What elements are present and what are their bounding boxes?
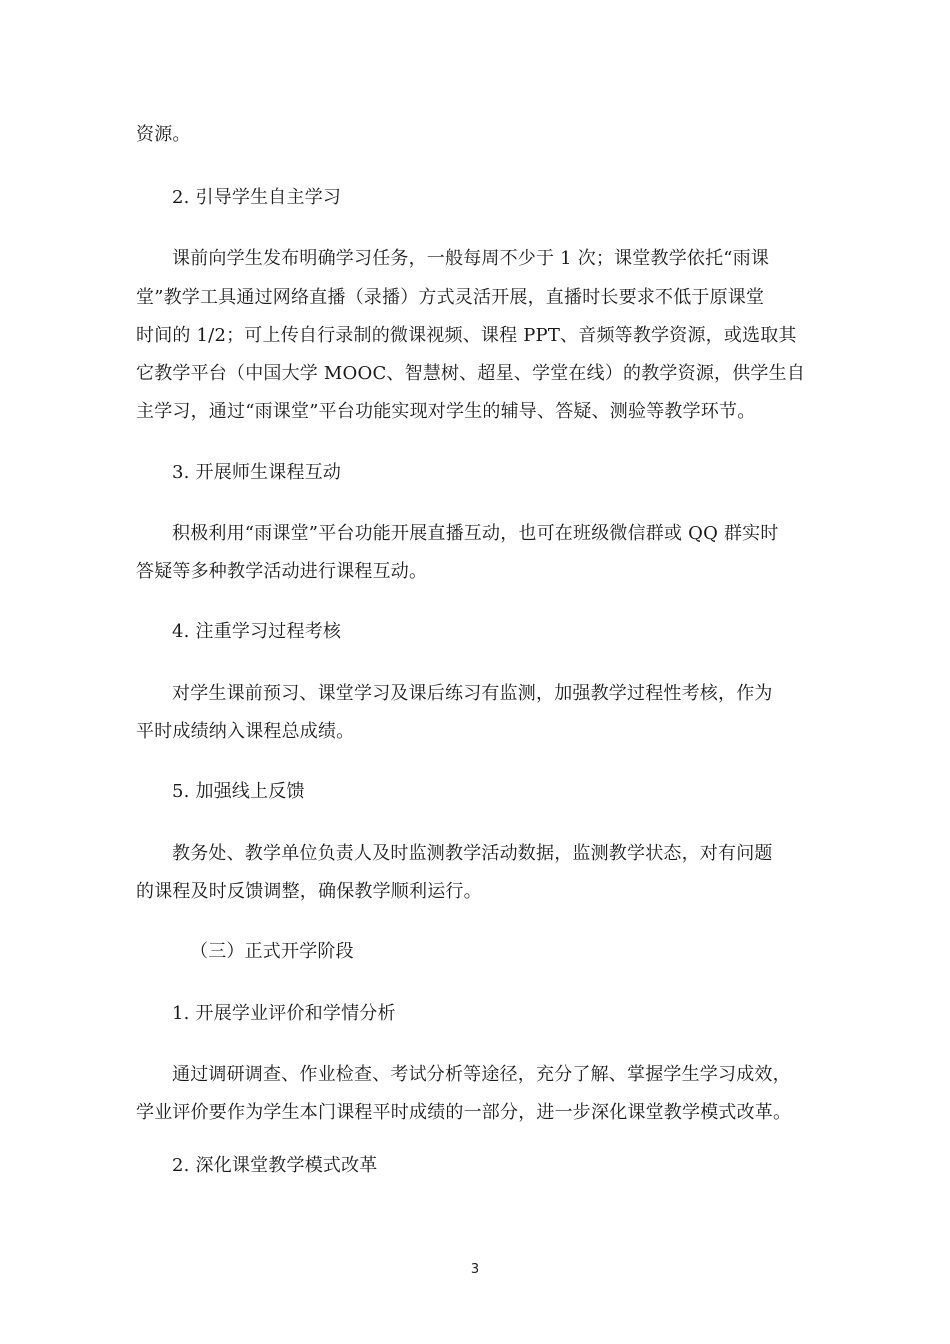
paragraph-continuation: 资源。 [136,124,191,145]
paragraph-line: 平时成绩纳入课程总成绩。 [136,721,355,742]
paragraph-line: 积极利用“雨课堂”平台功能开展直播互动，也可在班级微信群或 QQ 群实时 [172,523,779,544]
paragraph-line: 它教学平台（中国大学 MOOC、智慧树、超星、学堂在线）的教学资源，供学生自 [136,363,806,384]
stage-heading: （三）正式开学阶段 [190,941,354,962]
section-heading-3: 3. 开展师生课程互动 [172,462,342,483]
page-number: 3 [470,1262,480,1277]
paragraph-line: 的课程及时反馈调整，确保教学顺利运行。 [136,881,482,902]
paragraph-line: 通过调研调查、作业检查、考试分析等途径，充分了解、掌握学生学习成效， [172,1064,791,1085]
paragraph-line: 答疑等多种教学活动进行课程互动。 [136,561,428,582]
paragraph-line: 时间的 1/2；可上传自行录制的微课视频、课程 PPT、音频等教学资源，或选取其 [136,325,797,346]
section-heading-1: 1. 开展学业评价和学情分析 [172,1003,396,1024]
section-heading-5: 5. 加强线上反馈 [172,781,305,802]
section-heading-4: 4. 注重学习过程考核 [172,621,342,642]
paragraph-line: 主学习，通过“雨课堂”平台功能实现对学生的辅导、答疑、测验等教学环节。 [136,401,756,422]
paragraph-line: 对学生课前预习、课堂学习及课后练习有监测，加强教学过程性考核，作为 [172,683,773,704]
paragraph-line: 堂”教学工具通过网络直播（录播）方式灵活开展，直播时长要求不低于原课堂 [136,287,765,308]
section-heading-2b: 2. 深化课堂教学模式改革 [172,1155,378,1176]
section-heading-2: 2. 引导学生自主学习 [172,187,342,208]
paragraph-line: 学业评价要作为学生本门课程平时成绩的一部分，进一步深化课堂教学模式改革。 [136,1102,792,1123]
paragraph-line: 教务处、教学单位负责人及时监测教学活动数据，监测教学状态，对有问题 [172,843,773,864]
paragraph-line: 课前向学生发布明确学习任务，一般每周不少于 1 次；课堂教学依托“雨课 [172,248,770,269]
